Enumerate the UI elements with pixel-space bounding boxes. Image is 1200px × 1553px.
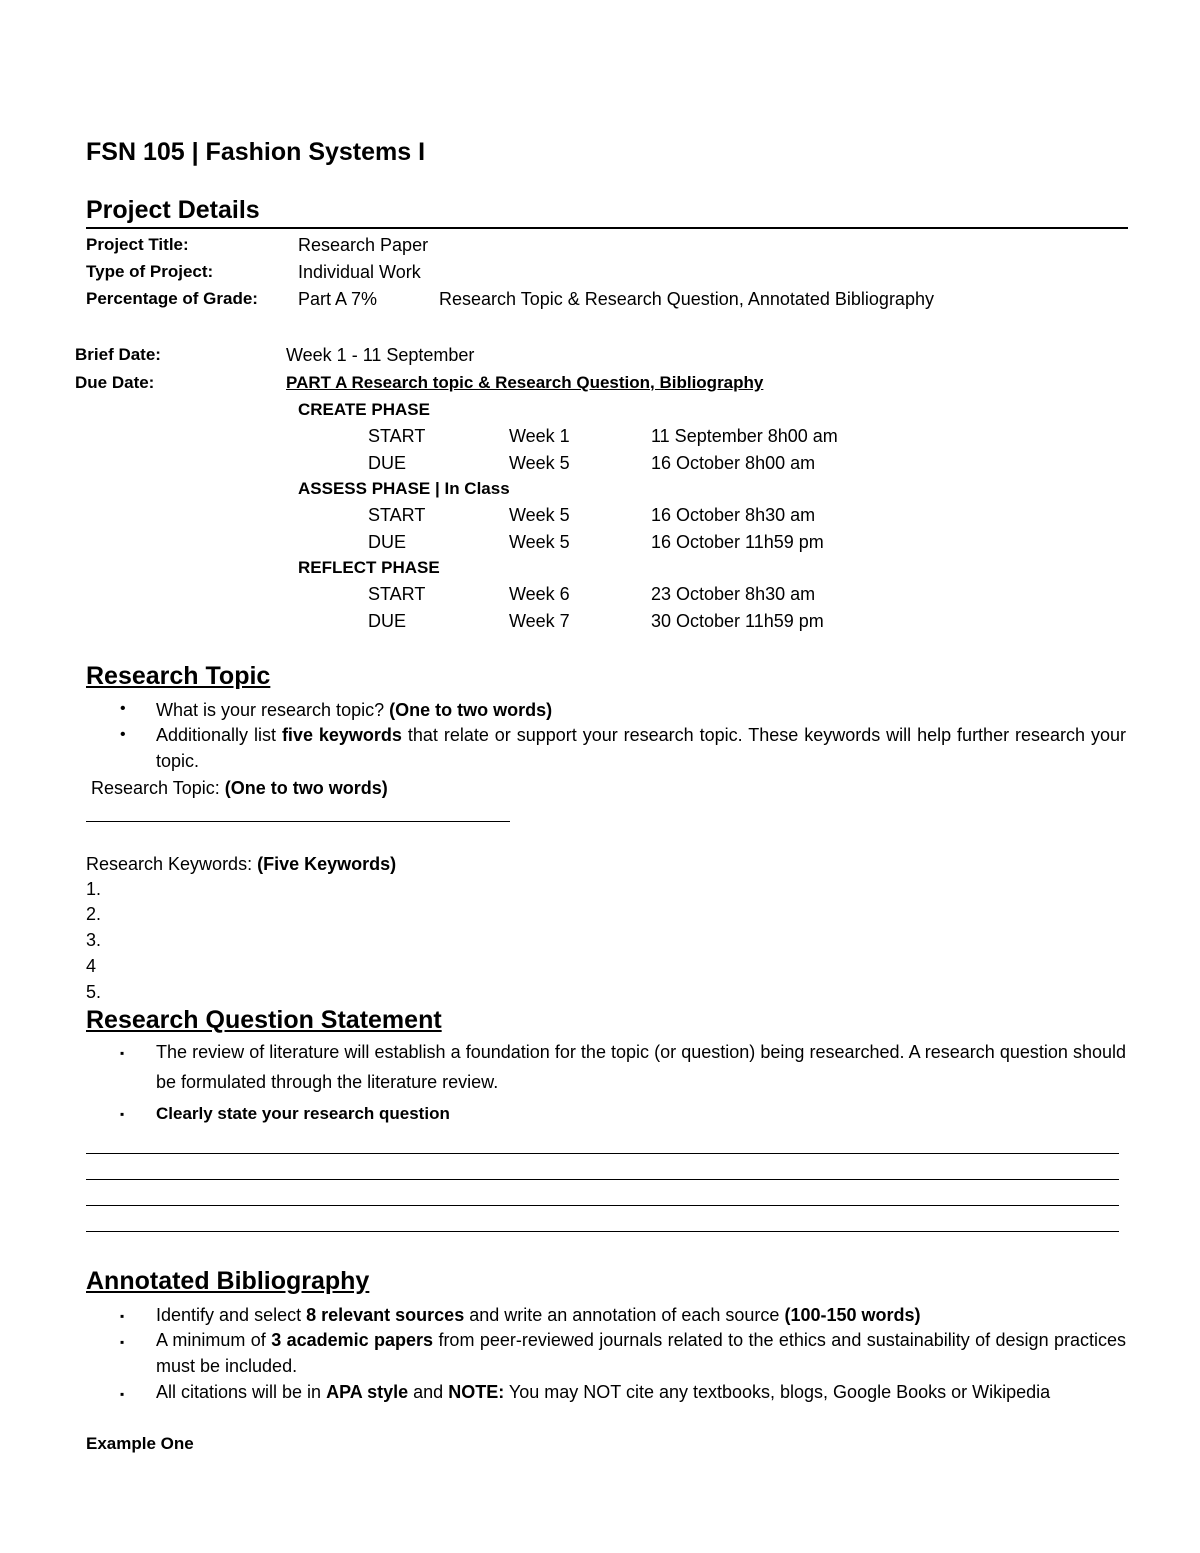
question-bullet-1: The review of literature will establish a foundation for the topic (or question) being researched. A research question should be formulated through the literature review. <box>156 1042 1126 1092</box>
keyword-number: 5. <box>86 982 102 1002</box>
example-label: Example One <box>86 1434 194 1453</box>
phase-row-kind: DUE <box>368 611 407 631</box>
bibliography-bullet-3: All citations will be in APA style and NOTE: You may NOT cite any textbooks, blogs, Google Books or Wikipedia <box>156 1382 1051 1402</box>
bullet-icon: ▪ <box>120 1107 125 1121</box>
answer-line[interactable] <box>86 1153 1119 1154</box>
phase-row-week: Week 7 <box>509 611 570 631</box>
bibliography-bullet-1: Identify and select 8 relevant sources and write an annotation of each source (100-150 words) <box>156 1305 921 1325</box>
keywords-label: Research Keywords: (Five Keywords) <box>86 854 397 874</box>
phase-row-kind: DUE <box>368 453 407 473</box>
project-type-label: Type of Project: <box>86 262 214 281</box>
brief-date-label: Brief Date: <box>75 345 161 364</box>
phase-row-week: Week 5 <box>509 505 570 525</box>
bullet-icon: ▪ <box>120 1309 125 1323</box>
bullet-icon: • <box>120 700 126 717</box>
phase-heading: ASSESS PHASE | In Class <box>298 479 510 498</box>
grade-percentage-value: Part A 7% <box>298 289 378 309</box>
phase-row-kind: START <box>368 426 426 446</box>
project-type-value: Individual Work <box>298 262 421 282</box>
answer-line[interactable] <box>86 1179 1119 1180</box>
phase-row-date: 30 October 11h59 pm <box>651 611 824 631</box>
bullet-icon: ▪ <box>120 1335 125 1349</box>
keyword-number: 1. <box>86 879 102 899</box>
section-divider <box>86 227 1128 229</box>
bullet-icon: ▪ <box>120 1046 125 1060</box>
phase-row-week: Week 5 <box>509 532 570 552</box>
research-question-heading: Research Question Statement <box>86 1006 442 1034</box>
phase-row-kind: START <box>368 584 426 604</box>
due-date-label: Due Date: <box>75 373 155 392</box>
phase-row-week: Week 1 <box>509 426 570 446</box>
bullet-icon: ▪ <box>120 1387 125 1401</box>
course-title: FSN 105 | Fashion Systems I <box>86 138 426 166</box>
topic-answer-label: Research Topic: (One to two words) <box>91 778 388 798</box>
bibliography-heading: Annotated Bibliography <box>86 1267 370 1295</box>
phase-row-kind: DUE <box>368 532 407 552</box>
project-details-heading: Project Details <box>86 196 260 224</box>
bibliography-bullet-2: A minimum of 3 academic papers from peer-reviewed journals related to the ethics and sustainability of design practices must be included. <box>156 1330 1126 1376</box>
phase-row-kind: START <box>368 505 426 525</box>
phase-heading: CREATE PHASE <box>298 400 430 419</box>
phase-row-date: 16 October 11h59 pm <box>651 532 824 552</box>
phase-row-week: Week 5 <box>509 453 570 473</box>
grade-percentage-label: Percentage of Grade: <box>86 289 258 308</box>
phase-row-week: Week 6 <box>509 584 570 604</box>
topic-answer-line[interactable] <box>86 821 510 822</box>
keyword-number: 3. <box>86 930 102 950</box>
bullet-icon: • <box>120 726 126 743</box>
phase-row-date: 16 October 8h00 am <box>651 453 816 473</box>
topic-bullet-2: Additionally list five keywords that relate or support your research topic. These keywords will help further research your topic. <box>156 725 1126 771</box>
brief-date-value: Week 1 - 11 September <box>286 345 475 365</box>
grade-percentage-detail: Research Topic & Research Question, Annotated Bibliography <box>439 289 934 309</box>
research-topic-heading: Research Topic <box>86 662 271 690</box>
keyword-number: 4 <box>86 956 97 976</box>
project-title-value: Research Paper <box>298 235 429 255</box>
answer-line[interactable] <box>86 1205 1119 1206</box>
phase-row-date: 23 October 8h30 am <box>651 584 816 604</box>
phase-row-date: 16 October 8h30 am <box>651 505 816 525</box>
topic-bullet-1: What is your research topic? (One to two words) <box>156 700 553 720</box>
keyword-number: 2. <box>86 904 102 924</box>
phase-heading: REFLECT PHASE <box>298 558 440 577</box>
answer-line[interactable] <box>86 1231 1119 1232</box>
project-title-label: Project Title: <box>86 235 189 254</box>
question-bullet-2: Clearly state your research question <box>156 1104 450 1123</box>
due-date-value: PART A Research topic & Research Question, Bibliography <box>286 373 764 392</box>
phase-row-date: 11 September 8h00 am <box>651 426 838 446</box>
